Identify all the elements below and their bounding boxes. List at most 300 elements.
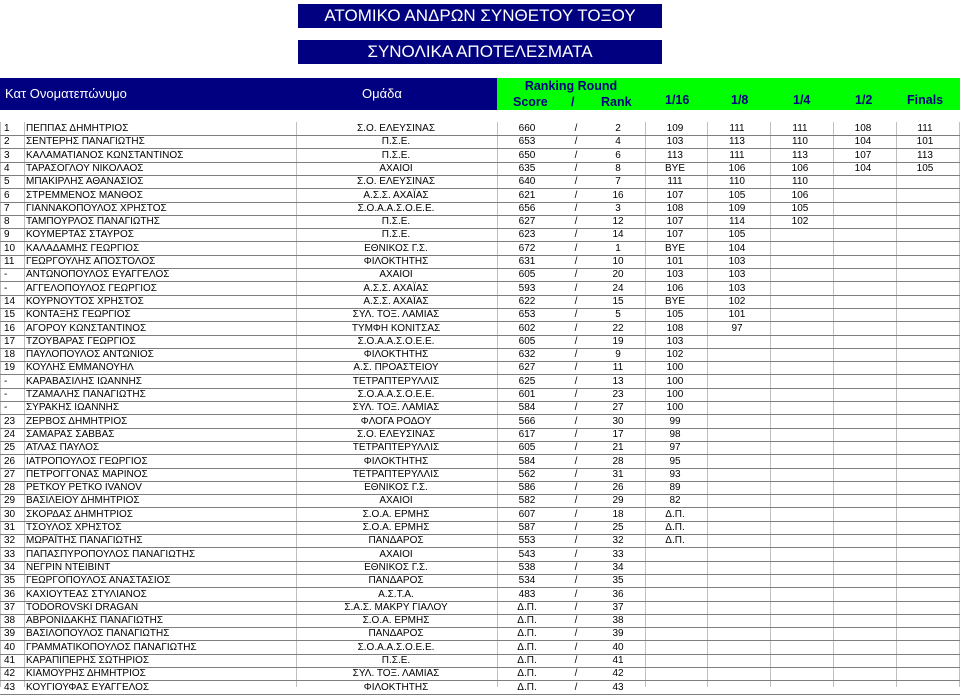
cell-slash: / (574, 123, 578, 134)
cell-r16: 108 (666, 202, 684, 214)
cell-score: 553 (518, 535, 536, 547)
cell-team: ΣΥΛ. ΤΟΞ. ΛΑΜΙΑΣ (352, 668, 440, 680)
cell-slash: / (574, 615, 578, 627)
cell-slash: / (574, 681, 578, 693)
cell-r16: 99 (669, 415, 681, 427)
cell-score: 605 (518, 335, 536, 347)
cell-slash: / (574, 415, 578, 427)
cell-name: ΑΓΓΕΛΟΠΟΥΛΟΣ ΓΕΩΡΓΙΟΣ (26, 282, 157, 294)
cell-rank: 25 (4, 442, 16, 454)
cell-rank: 34 (4, 561, 16, 573)
table-row (0, 322, 960, 336)
header-r8: 1/8 (731, 93, 749, 107)
header-ranking-round (497, 78, 645, 110)
cell-rank: 14 (4, 295, 16, 307)
cell-ranking: 27 (612, 402, 624, 414)
cell-r8: 106 (728, 162, 746, 174)
cell-name: ΤΣΟΥΛΟΣ ΧΡΗΣΤΟΣ (26, 522, 122, 533)
cell-rank: 37 (4, 601, 16, 613)
cell-r8: 111 (729, 123, 745, 134)
cell-rank: 28 (4, 482, 16, 494)
table-row (0, 282, 960, 296)
cell-name: ΤΑΡΑΣΟΓΛΟΥ ΝΙΚΟΛΑΟΣ (26, 162, 144, 174)
cell-ranking: 41 (612, 655, 624, 666)
cell-rank: 40 (4, 641, 16, 653)
cell-ranking: 7 (615, 176, 621, 188)
cell-team: Α.Σ.Σ. ΑΧΑΪΑΣ (363, 295, 429, 307)
cell-r16: 107 (666, 216, 684, 228)
cell-name: ΚΟΥΓΙΟΥΦΑΣ ΕΥΑΓΓΕΛΟΣ (26, 681, 150, 693)
cell-slash: / (574, 601, 578, 613)
cell-ranking: 25 (612, 522, 624, 533)
header-ranking-round-label: Ranking Round (524, 79, 618, 93)
table-row (0, 401, 960, 415)
cell-rank: 11 (4, 256, 15, 267)
table-row (0, 202, 960, 216)
cell-ranking: 38 (612, 615, 624, 627)
header-finals: Finals (907, 93, 944, 107)
cell-ranking: 34 (612, 561, 624, 573)
cell-rank: 26 (4, 455, 16, 467)
cell-r8: 110 (729, 176, 745, 188)
cell-name: ΤΖΟΥΒΑΡΑΣ ΓΕΩΡΓΙΟΣ (26, 335, 136, 347)
cell-name: ΚΙΑΜΟΥΡΗΣ ΔΗΜΗΤΡΙΟΣ (26, 668, 146, 680)
table-row (0, 548, 960, 562)
cell-ranking: 11 (612, 362, 624, 374)
cell-team: Σ.Ο. ΕΛΕΥΣΙΝΑΣ (356, 428, 436, 440)
cell-score: Δ.Π. (517, 601, 537, 613)
cell-name: ΚΑΛΑΔΑΜΗΣ ΓΕΩΡΓΙΟΣ (26, 242, 140, 254)
cell-score: Δ.Π. (517, 681, 537, 693)
cell-team: ΕΘΝΙΚΟΣ Γ.Σ. (364, 561, 428, 573)
cell-name: ΒΑΣΙΛΟΠΟΥΛΟΣ ΠΑΝΑΓΙΩΤΗΣ (26, 628, 170, 640)
cell-slash: / (574, 655, 578, 666)
cell-ranking: 20 (612, 269, 624, 281)
table-row (0, 627, 960, 641)
cell-ranking: 18 (612, 508, 624, 520)
cell-r4: 102 (791, 216, 809, 228)
cell-score: 653 (518, 309, 536, 321)
cell-team: ΦΙΛΟΚΤΗΤΗΣ (363, 349, 429, 361)
cell-r16: 107 (666, 189, 684, 201)
cell-ranking: 14 (612, 229, 624, 241)
cell-r8: 97 (731, 322, 743, 334)
cell-slash: / (574, 628, 578, 640)
table-row (0, 428, 960, 442)
table-row (0, 149, 960, 163)
cell-team: ΠΑΝΔΑΡΟΣ (368, 575, 424, 587)
cell-team: Α.Σ.Σ. ΑΧΑΪΑΣ (363, 282, 429, 294)
cell-ranking: 4 (615, 136, 621, 148)
cell-rank: - (4, 389, 8, 400)
table-row (0, 667, 960, 681)
table-row (0, 175, 960, 189)
cell-rank: - (4, 402, 8, 414)
cell-team: ΑΧΑΙΟΙ (379, 162, 413, 174)
cell-r16: 89 (669, 482, 681, 494)
cell-r4: 106 (791, 189, 809, 201)
cell-r16: 100 (666, 402, 684, 414)
cell-r8: 105 (728, 189, 746, 201)
cell-name: ΤΖΑΜΑΛΗΣ ΠΑΝΑΓΙΩΤΗΣ (26, 389, 146, 400)
cell-ranking: 37 (612, 601, 624, 613)
cell-score: 543 (518, 548, 536, 560)
page-subtitle: ΣΥΝΟΛΙΚΑ ΑΠΟΤΕΛΕΣΜΑΤΑ (298, 40, 662, 64)
table-row (0, 255, 960, 269)
header-rank-name: Κατ Ονοματεπώνυμο (5, 86, 127, 101)
cell-r16: 93 (669, 468, 681, 480)
table-row (0, 135, 960, 149)
table-row (0, 215, 960, 229)
cell-r8: 101 (728, 309, 746, 321)
cell-rank: 43 (4, 681, 16, 693)
cell-r8: 102 (728, 295, 746, 307)
table-row (0, 561, 960, 575)
cell-r16: 105 (666, 309, 684, 321)
cell-team: Σ.Α.Σ. ΜΑΚΡΥ ΓΙΑΛΟΥ (344, 601, 448, 613)
cell-score: 660 (518, 123, 536, 134)
cell-team: ΕΘΝΙΚΟΣ Γ.Σ. (364, 482, 428, 494)
cell-score: 653 (518, 136, 536, 148)
cell-team: Σ.Ο.Α. ΕΡΜΗΣ (362, 522, 430, 533)
cell-slash: / (574, 668, 578, 680)
cell-score: 617 (518, 428, 536, 440)
cell-name: ΚΑΧΙΟΥΤΕΑΣ ΣΤΥΛΙΑΝΟΣ (26, 588, 147, 600)
cell-team: ΦΛΟΓΑ ΡΟΔΟΥ (360, 415, 432, 427)
cell-ranking: 17 (612, 428, 624, 440)
cell-name: ΤΑΜΠΟΥΡΛΟΣ ΠΑΝΑΓΙΩΤΗΣ (26, 216, 160, 228)
cell-ranking: 3 (615, 202, 621, 214)
cell-score: 605 (518, 442, 536, 454)
cell-ranking: 8 (615, 162, 621, 174)
cell-score: 605 (518, 269, 536, 281)
header-rounds (645, 78, 960, 110)
cell-r4: 110 (792, 136, 808, 148)
cell-team: ΣΥΛ. ΤΟΞ. ΛΑΜΙΑΣ (352, 402, 440, 414)
cell-slash: / (574, 136, 578, 148)
cell-name: ΠΑΠΑΣΠΥΡΟΠΟΥΛΟΣ ΠΑΝΑΓΙΩΤΗΣ (26, 548, 196, 560)
cell-slash: / (574, 468, 578, 480)
table-row (0, 441, 960, 455)
cell-slash: / (574, 561, 578, 573)
cell-rank: 3 (4, 149, 10, 161)
cell-slash: / (574, 535, 578, 547)
cell-name: ΜΠΑΚΙΡΛΗΣ ΑΘΑΝΑΣΙΟΣ (26, 176, 144, 188)
cell-name: ΠΕΠΠΑΣ ΔΗΜΗΤΡΙΟΣ (26, 123, 129, 134)
cell-score: 566 (518, 415, 536, 427)
cell-r16: 101 (666, 256, 684, 267)
cell-ranking: 22 (612, 322, 624, 334)
table-row (0, 654, 960, 668)
cell-team: ΑΧΑΙΟΙ (379, 495, 413, 507)
table-row (0, 455, 960, 469)
cell-r4: 106 (791, 162, 809, 174)
cell-r16: 106 (666, 282, 684, 294)
table-row (0, 228, 960, 242)
cell-ranking: 29 (612, 495, 624, 507)
cell-score: 562 (518, 468, 536, 480)
cell-rank: 23 (4, 415, 16, 427)
cell-ranking: 12 (612, 216, 624, 228)
cell-team: Α.Σ. ΠΡΟΑΣΤΕΙΟΥ (353, 362, 439, 374)
cell-score: 623 (518, 229, 536, 241)
cell-name: ΣΤΡΕΜΜΕΝΟΣ ΜΑΝΘΟΣ (26, 189, 143, 201)
cell-ranking: 26 (612, 482, 624, 494)
cell-name: ΚΑΡΑΒΑΣΙΛΗΣ ΙΩΑΝΝΗΣ (26, 375, 142, 387)
table-row (0, 375, 960, 389)
cell-name: ΠΕΤΡΟΓΓΟΝΑΣ ΜΑΡΙΝΟΣ (26, 468, 148, 480)
cell-r16: Δ.Π. (665, 522, 685, 533)
cell-team: Π.Σ.Ε. (381, 149, 411, 161)
cell-slash: / (574, 202, 578, 214)
cell-ranking: 13 (612, 375, 624, 387)
cell-team: ΦΙΛΟΚΤΗΤΗΣ (363, 681, 429, 693)
cell-r16: 113 (667, 149, 683, 161)
cell-team: Σ.Ο.Α.Α.Σ.Ο.Ε.Ε. (357, 389, 435, 400)
cell-final: 111 (917, 123, 933, 134)
table-row (0, 681, 960, 695)
cell-score: 621 (518, 189, 536, 201)
cell-rank: - (4, 269, 8, 281)
cell-name: ΚΟΥΜΕΡΤΑΣ ΣΤΑΥΡΟΣ (26, 229, 134, 241)
cell-rank: 5 (4, 176, 10, 188)
cell-r4: 113 (792, 149, 808, 161)
cell-ranking: 16 (612, 189, 624, 201)
cell-rank: 15 (4, 309, 16, 321)
cell-rank: 16 (4, 322, 16, 334)
cell-slash: / (574, 176, 578, 188)
cell-ranking: 31 (612, 468, 624, 480)
cell-rank: 8 (4, 216, 10, 228)
cell-name: ΚΑΛΑΜΑΤΙΑΝΟΣ ΚΩΝΣΤΑΝΤΙΝΟΣ (26, 149, 184, 161)
cell-r16: 97 (669, 442, 681, 454)
cell-ranking: 10 (612, 256, 624, 267)
cell-r8: 111 (729, 149, 745, 161)
cell-score: 601 (518, 389, 536, 400)
cell-team: ΠΑΝΔΑΡΟΣ (368, 535, 424, 547)
cell-name: ΑΒΡΟΝΙΔΑΚΗΣ ΠΑΝΑΓΙΩΤΗΣ (26, 615, 164, 627)
cell-rank: 29 (4, 495, 16, 507)
cell-r16: 103 (666, 269, 684, 281)
cell-rank: 1 (4, 123, 10, 134)
table-row (0, 415, 960, 429)
cell-slash: / (574, 282, 578, 294)
cell-r16: BYE (664, 295, 685, 307)
cell-score: 625 (518, 375, 536, 387)
cell-r8: 109 (728, 202, 746, 214)
header-r4: 1/4 (793, 93, 811, 107)
cell-slash: / (574, 495, 578, 507)
cell-rank: 18 (4, 349, 16, 361)
cell-rank: - (4, 375, 8, 387)
cell-slash: / (574, 189, 578, 201)
cell-slash: / (574, 428, 578, 440)
cell-ranking: 5 (615, 309, 621, 321)
cell-rank: 4 (4, 162, 10, 174)
cell-score: Δ.Π. (517, 615, 537, 627)
cell-slash: / (574, 322, 578, 334)
cell-slash: / (574, 508, 578, 520)
cell-team: Σ.Ο.Α. ΕΡΜΗΣ (362, 508, 430, 520)
cell-r4: 110 (792, 176, 808, 188)
cell-r4: 105 (791, 202, 809, 214)
cell-score: Δ.Π. (517, 628, 537, 640)
cell-score: 534 (518, 575, 536, 587)
cell-team: ΦΙΛΟΚΤΗΤΗΣ (363, 455, 429, 467)
cell-ranking: 32 (612, 535, 624, 547)
cell-ranking: 24 (612, 282, 624, 294)
cell-slash: / (574, 575, 578, 587)
cell-r16: 95 (669, 455, 681, 467)
cell-slash: / (574, 522, 578, 533)
cell-team: ΦΙΛΟΚΤΗΤΗΣ (363, 256, 429, 267)
cell-slash: / (574, 402, 578, 414)
header-r2: 1/2 (855, 93, 873, 107)
cell-r16: 109 (666, 123, 684, 134)
cell-team: ΣΥΛ. ΤΟΞ. ΛΑΜΙΑΣ (352, 309, 440, 321)
cell-score: 635 (518, 162, 536, 174)
cell-slash: / (574, 335, 578, 347)
cell-score: 640 (518, 176, 536, 188)
cell-score: 582 (518, 495, 536, 507)
cell-r8: 103 (728, 256, 746, 267)
header-team: Ομάδα (362, 86, 402, 101)
table-row (0, 388, 960, 402)
cell-name: ΣΕΝΤΕΡΗΣ ΠΑΝΑΓΙΩΤΗΣ (26, 136, 145, 148)
cell-r16: 82 (669, 495, 681, 507)
cell-team: Σ.Ο.Α.Α.Σ.Ο.Ε.Ε. (357, 202, 435, 214)
cell-slash: / (574, 482, 578, 494)
cell-score: 586 (518, 482, 536, 494)
cell-rank: - (4, 282, 8, 294)
cell-r8: 103 (728, 282, 746, 294)
cell-rank: 27 (4, 468, 16, 480)
cell-r16: 111 (667, 176, 683, 188)
cell-ranking: 1 (615, 242, 621, 254)
cell-name: ΜΩΡΑΪΤΗΣ ΠΑΝΑΓΙΩΤΗΣ (26, 535, 143, 547)
cell-slash: / (574, 309, 578, 321)
cell-name: ΚΑΡΑΠΙΠΕΡΗΣ ΣΩΤΗΡΙΟΣ (26, 655, 150, 666)
cell-r16: 100 (666, 389, 684, 400)
cell-ranking: 28 (612, 455, 624, 467)
cell-r8: 113 (729, 136, 745, 148)
cell-r16: 103 (666, 136, 684, 148)
cell-slash: / (574, 149, 578, 161)
cell-name: ΑΝΤΩΝΟΠΟΥΛΟΣ ΕΥΑΓΓΕΛΟΣ (26, 269, 170, 281)
cell-ranking: 40 (612, 641, 624, 653)
cell-name: ΙΑΤΡΟΠΟΥΛΟΣ ΓΕΩΡΓΙΟΣ (26, 455, 148, 467)
cell-team: ΤΕΤΡΑΠΤΕΡΥΛΛΙΣ (352, 375, 440, 387)
cell-rank: 32 (4, 535, 16, 547)
cell-r8: 114 (729, 216, 745, 228)
cell-r2: 104 (854, 136, 872, 148)
cell-r16: BYE (664, 162, 685, 174)
cell-score: 584 (518, 402, 536, 414)
table-row (0, 295, 960, 309)
cell-name: ΠΑΥΛΟΠΟΥΛΟΣ ΑΝΤΩΝΙΟΣ (26, 349, 154, 361)
cell-ranking: 19 (612, 335, 624, 347)
table-row (0, 348, 960, 362)
table-row (0, 508, 960, 522)
cell-slash: / (574, 216, 578, 228)
cell-score: 607 (518, 508, 536, 520)
cell-name: ΚΟΥΛΗΣ ΕΜΜΑΝΟΥΗΛ (26, 362, 134, 374)
cell-r8: 105 (728, 229, 746, 241)
cell-rank: 6 (4, 189, 10, 201)
cell-score: 593 (518, 282, 536, 294)
cell-team: Σ.Ο.Α.Α.Σ.Ο.Ε.Ε. (357, 335, 435, 347)
cell-r16: Δ.Π. (665, 508, 685, 520)
page-title: ΑΤΟΜΙΚΟ ΑΝΔΡΩΝ ΣΥΝΘΕΤΟΥ ΤΟΞΟΥ (298, 4, 662, 28)
cell-r2: 108 (854, 123, 872, 134)
cell-score: Δ.Π. (517, 668, 537, 680)
cell-rank: 41 (4, 655, 16, 666)
table-row (0, 601, 960, 615)
cell-rank: 33 (4, 548, 16, 560)
cell-slash: / (574, 295, 578, 307)
cell-team: Σ.Ο.Α. ΕΡΜΗΣ (362, 615, 430, 627)
cell-slash: / (574, 162, 578, 174)
cell-team: Π.Σ.Ε. (381, 229, 411, 241)
cell-rank: 17 (4, 335, 16, 347)
cell-ranking: 39 (612, 628, 624, 640)
cell-team: Π.Σ.Ε. (381, 216, 411, 228)
cell-slash: / (574, 269, 578, 281)
cell-rank: 2 (4, 136, 10, 148)
cell-score: 587 (518, 522, 536, 533)
table-row (0, 162, 960, 176)
cell-score: 538 (518, 561, 536, 573)
cell-ranking: 21 (612, 442, 624, 454)
cell-team: Α.Σ.Σ. ΑΧΑΪΑΣ (363, 189, 429, 201)
cell-slash: / (574, 442, 578, 454)
cell-team: ΠΑΝΔΑΡΟΣ (368, 628, 424, 640)
cell-score: 627 (518, 362, 536, 374)
cell-r16: Δ.Π. (665, 535, 685, 547)
cell-team: Σ.Ο.Α.Α.Σ.Ο.Ε.Ε. (357, 641, 435, 653)
cell-ranking: 15 (612, 295, 624, 307)
table-row (0, 574, 960, 588)
cell-score: Δ.Π. (517, 641, 537, 653)
cell-name: ΓΕΩΡΓΟΥΛΗΣ ΑΠΟΣΤΟΛΟΣ (26, 256, 156, 267)
cell-r16: 107 (666, 229, 684, 241)
cell-rank: 39 (4, 628, 16, 640)
cell-rank: 31 (4, 522, 16, 533)
cell-ranking: 43 (612, 681, 624, 693)
cell-ranking: 35 (612, 575, 624, 587)
table-row (0, 614, 960, 628)
cell-name: ΑΤΛΑΣ ΠΑΥΛΟΣ (26, 442, 100, 454)
cell-name: ΚΟΥΡΝΟΥΤΟΣ ΧΡΗΣΤΟΣ (26, 295, 144, 307)
cell-slash: / (574, 548, 578, 560)
cell-r16: 103 (666, 335, 684, 347)
cell-team: ΤΥΜΦΗ ΚΟΝΙΤΣΑΣ (351, 322, 441, 334)
cell-score: 632 (518, 349, 536, 361)
cell-score: 627 (518, 216, 536, 228)
cell-rank: 9 (4, 229, 10, 241)
cell-ranking: 9 (615, 349, 621, 361)
cell-team: ΑΧΑΙΟΙ (379, 269, 413, 281)
cell-name: ΓΡΑΜΜΑΤΙΚΟΠΟΥΛΟΣ ΠΑΝΑΓΙΩΤΗΣ (26, 641, 197, 653)
cell-slash: / (574, 641, 578, 653)
table-row (0, 494, 960, 508)
cell-slash: / (574, 256, 578, 267)
cell-final: 105 (916, 162, 934, 174)
cell-score: 650 (518, 149, 536, 161)
cell-name: ΖΕΡΒΟΣ ΔΗΜΗΤΡΙΟΣ (26, 415, 128, 427)
cell-slash: / (574, 375, 578, 387)
cell-team: Σ.Ο. ΕΛΕΥΣΙΝΑΣ (356, 176, 436, 188)
